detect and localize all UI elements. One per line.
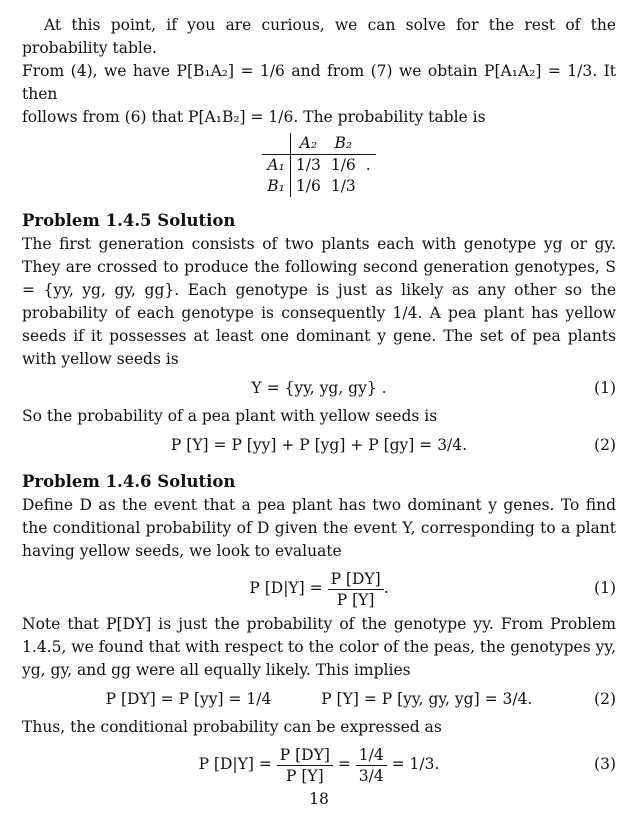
equation-1: Y = {yy, yg, gy} . (1) <box>22 371 616 405</box>
fraction: $\frac{P [DY]}{P [Y]}$ <box>277 745 333 786</box>
equation-3: P [D|Y] = $\frac{P [DY]}{P [Y]}$ = $\frac{1/4}{3/4}$ = 1/3. (3) <box>22 739 616 789</box>
problem-146-paragraph-2: Note that P[DY] is just the probability of the genotype yy. From Problem 1.4.5, we found that with respect to the color of the peas, the genotypes yy, yg, gy, and gg were all equally likely. This implies <box>22 615 616 679</box>
table-cell: 1/6 <box>295 177 321 195</box>
row-label-b1: B₁ <box>262 176 290 197</box>
table-header-row <box>262 133 375 155</box>
equation-number: (2) <box>594 436 616 454</box>
problem-146-paragraph-3: Thus, the conditional probability can be expressed as <box>22 718 442 736</box>
fraction: $\frac{1/4}{3/4}$ <box>356 745 387 786</box>
col-header-a2: A₂ <box>290 133 325 155</box>
table-row <box>262 176 375 197</box>
equation-number: (2) <box>594 690 616 708</box>
row-label-a1: A₁ <box>262 155 290 177</box>
equation-2: P [Y] = P [yy] + P [yg] + P [gy] = 3/4. (2) <box>22 428 616 462</box>
col-header-b2: B₂ <box>326 133 361 155</box>
problem-145-paragraph: The first generation consists of two plants each with genotype yg or gy. They are crossed to produce the following second generation genotypes, S = {yy, yg, gy, gg}. Each genotype is just as likely as any other so the probability of each genotype is consequently 1/4. A pea plant has yellow seeds if it possesses at least one dominant y gene. The set of pea plants with yellow seeds is <box>22 235 616 368</box>
table-period: . <box>365 156 371 174</box>
problem-145-paragraph-2: So the probability of a pea plant with yellow seeds is <box>22 407 438 425</box>
probability-table <box>262 133 375 197</box>
page-number: 18 <box>309 790 329 808</box>
heading-problem-1-4-6: Problem 1.4.6 Solution <box>22 472 236 491</box>
equation-number: (1) <box>594 379 616 397</box>
equation-number: (1) <box>594 579 616 597</box>
equation-1: P [D|Y] = $\frac{P [DY]}{P [Y]}$ . (1) <box>22 563 616 613</box>
equation-number: (3) <box>594 755 616 773</box>
heading-problem-1-4-5: Problem 1.4.5 Solution <box>22 211 236 230</box>
equation-2: P [DY] = P [yy] = 1/4 P [Y] = P [yy, gy, yg] = 3/4. (2) <box>22 682 616 716</box>
table-cell: 1/3 <box>330 177 356 195</box>
fraction: $\frac{P [DY]}{P [Y]}$ <box>328 569 384 610</box>
page-content <box>22 14 616 789</box>
problem-146-paragraph: Define D as the event that a pea plant has two dominant y genes. To find the conditional probability of D given the event Y, corresponding to a plant having yellow seeds, we look to evaluate <box>22 496 616 560</box>
intro-line-2: From (4), we have P[B₁A₂] = 1/6 and from (7) we obtain P[A₁A₂] = 1/3. It then <box>22 62 616 103</box>
table-row <box>262 155 375 177</box>
intro-line-1: At this point, if you are curious, we can solve for the rest of the probability table. <box>22 16 616 57</box>
table-cell: 1/3 <box>295 156 321 174</box>
table-cell: 1/6 <box>330 156 356 174</box>
intro-line-3: follows from (6) that P[A₁B₂] = 1/6. The probability table is <box>22 108 486 126</box>
